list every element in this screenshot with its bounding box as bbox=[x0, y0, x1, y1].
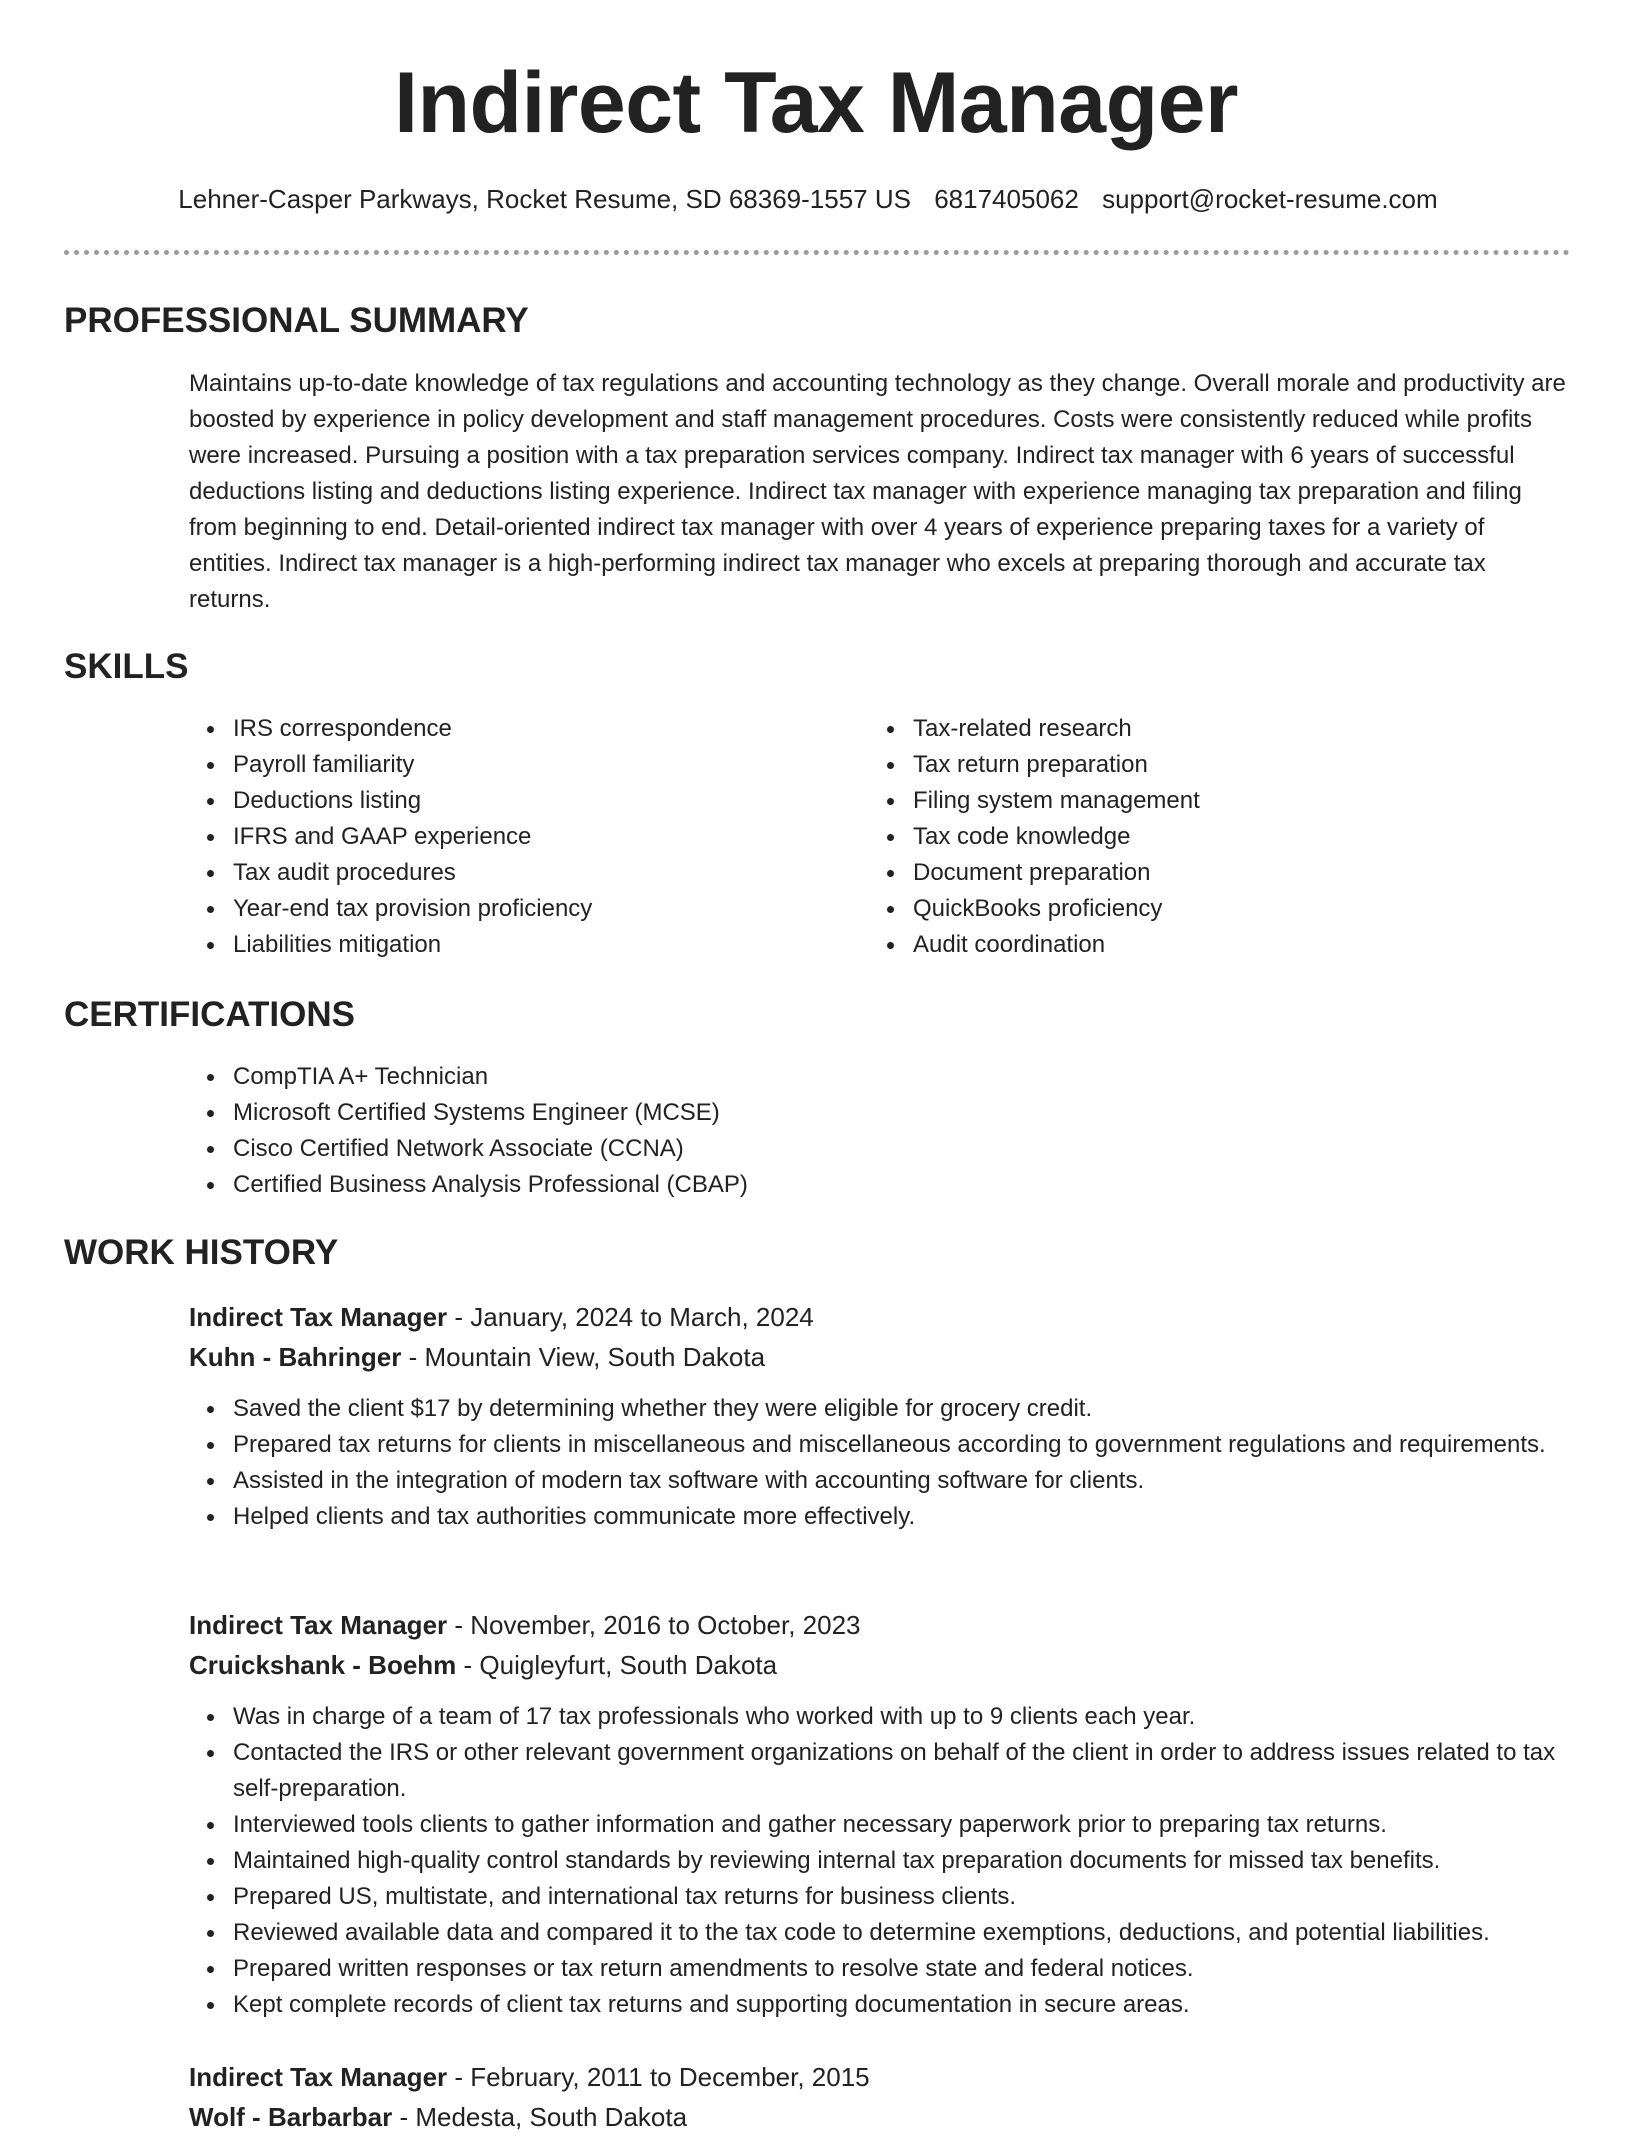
job-dates: - January, 2024 to March, 2024 bbox=[447, 1302, 814, 1332]
job-company: Cruickshank - Boehm bbox=[189, 1650, 457, 1680]
skill-item: IRS correspondence bbox=[189, 711, 829, 747]
skills-list-right bbox=[869, 711, 1509, 963]
job-title-line bbox=[189, 2057, 870, 2097]
job-company-line bbox=[189, 1645, 777, 1685]
job-bullet: Saved the client $17 by determining whether they were eligible for grocery credit. bbox=[189, 1391, 1569, 1427]
job-title: Indirect Tax Manager bbox=[189, 2062, 448, 2092]
job-bullet: Assisted in the integration of modern tax software with accounting software for clients. bbox=[189, 1463, 1569, 1499]
job-bullet: Helped clients and tax authorities communicate more effectively. bbox=[189, 1499, 1569, 1535]
certification-item: CompTIA A+ Technician bbox=[189, 1059, 1569, 1095]
summary-heading: PROFESSIONAL SUMMARY bbox=[64, 301, 529, 340]
job-bullet: Prepared US, multistate, and international tax returns for business clients. bbox=[189, 1879, 1569, 1915]
contact-line bbox=[0, 182, 1616, 216]
skills-heading: SKILLS bbox=[64, 647, 189, 686]
certifications-list bbox=[189, 1059, 1569, 1203]
resume-name-heading: Indirect Tax Manager bbox=[394, 55, 1238, 151]
skill-item: Tax audit procedures bbox=[189, 855, 829, 891]
skill-item: QuickBooks proficiency bbox=[869, 891, 1509, 927]
summary-text: Maintains up-to-date knowledge of tax regulations and accounting technology as they change. Overall morale and productivity are boosted by experience in policy development and staff management procedures. Costs were consistently reduced while profits were increased. Pursuing a position with a tax preparation services company. Indirect tax manager with 6 years of successful deductions listing and deductions listing experience. Indirect tax manager with experience managing tax preparation and filing from beginning to end. Detail-oriented indirect tax manager with over 4 years of experience preparing taxes for a variety of entities. Indirect tax manager is a high-performing indirect tax manager who excels at preparing thorough and accurate tax returns. bbox=[189, 370, 1566, 613]
job-company-line bbox=[189, 2097, 687, 2137]
job-bullet: Maintained high-quality control standards by reviewing internal tax preparation documents for missed tax benefits. bbox=[189, 1843, 1569, 1879]
certification-item: Microsoft Certified Systems Engineer (MCSE) bbox=[189, 1095, 1569, 1131]
job-bullet: Interviewed tools clients to gather information and gather necessary paperwork prior to preparing tax returns. bbox=[189, 1807, 1569, 1843]
job-title-line bbox=[189, 1605, 861, 1645]
job-dates: - February, 2011 to December, 2015 bbox=[447, 2062, 870, 2092]
job-dates: - November, 2016 to October, 2023 bbox=[447, 1610, 861, 1640]
skill-item: Audit coordination bbox=[869, 927, 1509, 963]
job-location: - Medesta, South Dakota bbox=[392, 2102, 688, 2132]
certification-item: Cisco Certified Network Associate (CCNA) bbox=[189, 1131, 1569, 1167]
job-bullets bbox=[189, 1699, 1569, 2023]
skill-item: Tax code knowledge bbox=[869, 819, 1509, 855]
header-divider bbox=[64, 250, 1570, 255]
job-bullet: Prepared tax returns for clients in miscellaneous and miscellaneous according to government regulations and requirements. bbox=[189, 1427, 1569, 1463]
job-bullet: Prepared written responses or tax return amendments to resolve state and federal notices. bbox=[189, 1951, 1569, 1987]
skill-item: Filing system management bbox=[869, 783, 1509, 819]
job-title-line bbox=[189, 1297, 814, 1337]
job-title: Indirect Tax Manager bbox=[189, 1302, 448, 1332]
certification-item: Certified Business Analysis Professional (CBAP) bbox=[189, 1167, 1569, 1203]
skill-item: Document preparation bbox=[869, 855, 1509, 891]
job-bullet: Contacted the IRS or other relevant government organizations on behalf of the client in order to address issues related to tax self-preparation. bbox=[189, 1735, 1569, 1807]
skills-list-left bbox=[189, 711, 829, 963]
job-company: Wolf - Barbarbar bbox=[189, 2102, 393, 2132]
job-location: - Mountain View, South Dakota bbox=[401, 1342, 766, 1372]
job-bullet: Kept complete records of client tax returns and supporting documentation in secure areas. bbox=[189, 1987, 1569, 2023]
skill-item: IFRS and GAAP experience bbox=[189, 819, 829, 855]
job-title: Indirect Tax Manager bbox=[189, 1610, 448, 1640]
skill-item: Tax-related research bbox=[869, 711, 1509, 747]
skill-item: Liabilities mitigation bbox=[189, 927, 829, 963]
job-company: Kuhn - Bahringer bbox=[189, 1342, 402, 1372]
contact-phone: 6817405062 bbox=[934, 184, 1079, 214]
job-bullet: Was in charge of a team of 17 tax professionals who worked with up to 9 clients each year. bbox=[189, 1699, 1569, 1735]
job-bullet: Reviewed available data and compared it to the tax code to determine exemptions, deductions, and potential liabilities. bbox=[189, 1915, 1569, 1951]
skill-item: Year-end tax provision proficiency bbox=[189, 891, 829, 927]
skill-item: Tax return preparation bbox=[869, 747, 1509, 783]
skill-item: Deductions listing bbox=[189, 783, 829, 819]
skill-item: Payroll familiarity bbox=[189, 747, 829, 783]
contact-email: support@rocket-resume.com bbox=[1102, 184, 1438, 214]
job-company-line bbox=[189, 1337, 765, 1377]
work-history-heading: WORK HISTORY bbox=[64, 1233, 339, 1272]
contact-address: Lehner-Casper Parkways, Rocket Resume, SD 68369-1557 US bbox=[178, 184, 911, 214]
certifications-heading: CERTIFICATIONS bbox=[64, 995, 356, 1034]
job-bullets bbox=[189, 1391, 1569, 1535]
job-location: - Quigleyfurt, South Dakota bbox=[456, 1650, 778, 1680]
